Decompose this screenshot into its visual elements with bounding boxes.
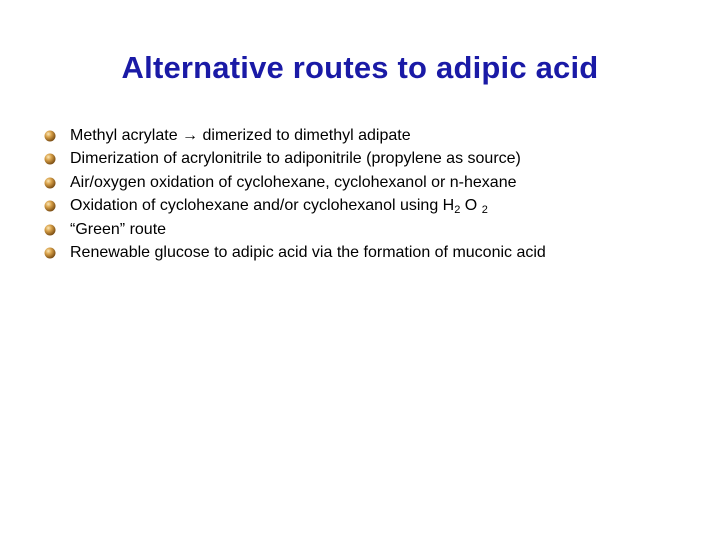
sphere-bullet-icon [44, 153, 56, 165]
bullet-text: Air/oxygen oxidation of cyclohexane, cyclohexanol or n-hexane [70, 173, 517, 191]
list-item [44, 148, 704, 172]
list-item [44, 195, 704, 219]
sphere-bullet-icon [44, 130, 56, 142]
bullet-text: “Green” route [70, 220, 167, 238]
slide-title: Alternative routes to adipic acid [121, 50, 599, 85]
formula-subscript-h: 2 [454, 204, 461, 217]
sphere-bullet-icon [44, 224, 56, 236]
formula-text-mid: O [460, 197, 482, 215]
list-item [44, 242, 704, 266]
bullet-text: Methyl acrylate → dimerized to dimethyl adipate [70, 126, 411, 144]
bullet-text: Dimerization of acrylonitrile to adiponitrile (propylene as source) [70, 150, 521, 168]
list-item [44, 218, 704, 242]
list-item [44, 171, 704, 195]
bullet-text: Renewable glucose to adipic acid via the formation of muconic acid [70, 244, 546, 262]
list-item [44, 124, 704, 148]
formula-text-before: Oxidation of cyclohexane and/or cyclohexanol using H [70, 197, 455, 215]
bullet-text-with-formula [70, 197, 488, 215]
sphere-bullet-icon [44, 177, 56, 189]
formula-subscript-o: 2 [481, 204, 488, 217]
bullet-list [44, 124, 704, 265]
sphere-bullet-icon [44, 247, 56, 259]
sphere-bullet-icon [44, 200, 56, 212]
